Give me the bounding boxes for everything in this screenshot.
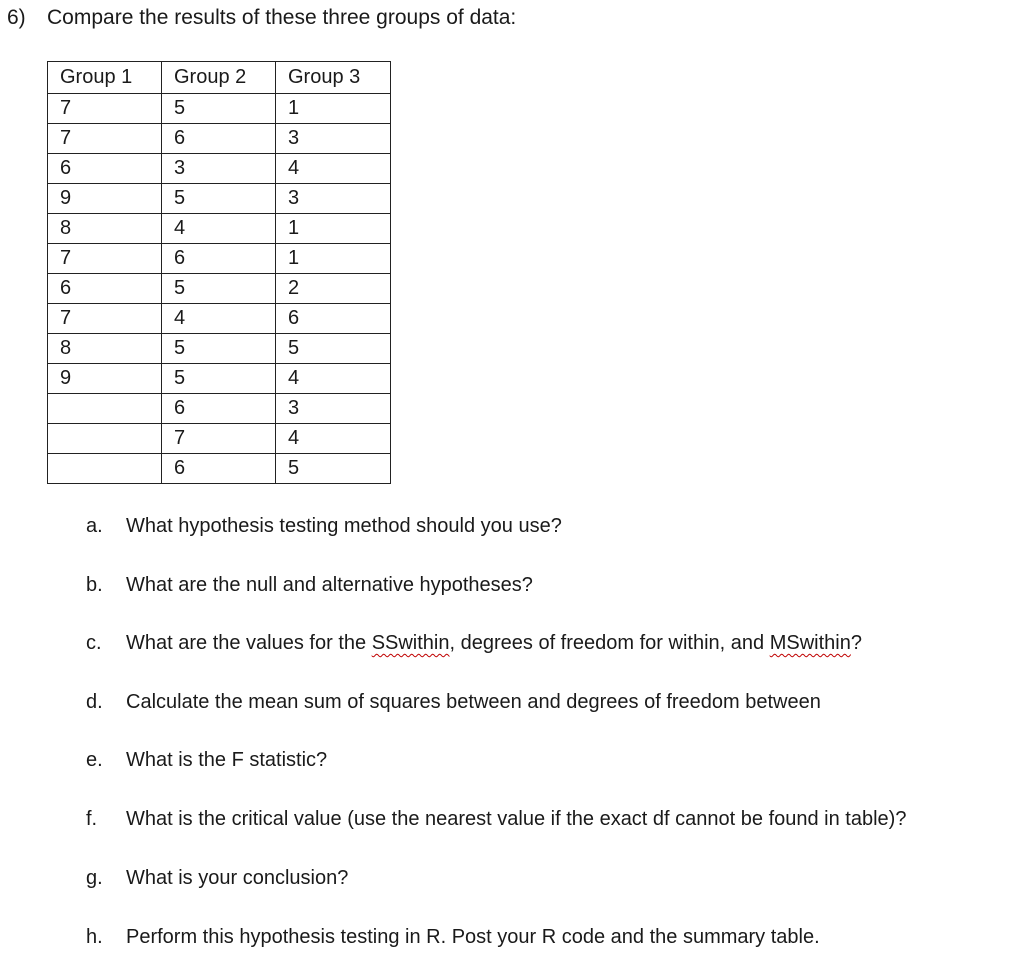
subquestion-text-part-3: ? [850,632,862,654]
table-row [48,334,391,364]
table-cell: 6 [162,394,276,424]
subquestion-a [86,512,562,540]
subquestion-f [86,805,906,833]
table-cell: 6 [276,304,391,334]
table-cell: 6 [48,154,162,184]
table-row [48,424,391,454]
table-cell: 5 [162,274,276,304]
table-row [48,124,391,154]
table-cell: 9 [48,364,162,394]
spellcheck-term-mswithin: MSwithin [769,632,851,654]
table-cell: 6 [162,244,276,274]
subquestion-letter: h. [86,926,103,948]
subquestion-b [86,571,533,599]
subquestion-letter: f. [86,808,98,830]
table-cell: 5 [276,334,391,364]
table-cell: 4 [276,424,391,454]
header-group-1: Group 1 [48,62,162,94]
spellcheck-term-sswithin: SSwithin [371,632,450,654]
subquestion-d [86,688,821,716]
subquestion-text-part-2: , degrees of freedom for within, and [449,632,770,654]
table-row [48,364,391,394]
subquestion-letter: a. [86,515,103,537]
header-group-3: Group 3 [276,62,391,94]
table-cell: 3 [276,184,391,214]
table-row [48,274,391,304]
table-cell: 6 [48,274,162,304]
table-cell: 1 [276,94,391,124]
subquestion-text: What is the F statistic? [126,749,328,771]
question-text: Compare the results of these three groups of data: [47,6,517,29]
table-header-row [48,62,391,94]
subquestion-text: What are the null and alternative hypotheses? [126,574,533,596]
table-cell: 7 [48,304,162,334]
table-cell: 8 [48,214,162,244]
table-cell: 4 [162,304,276,334]
table-row [48,304,391,334]
table-cell: 7 [48,94,162,124]
table-cell [48,454,162,484]
table-cell: 4 [162,214,276,244]
table-cell [48,394,162,424]
subquestion-text: Calculate the mean sum of squares between and degrees of freedom between [126,691,821,713]
subquestion-h [86,923,820,951]
question-heading [7,3,516,33]
table-cell: 3 [276,394,391,424]
table-cell: 5 [276,454,391,484]
table-cell: 4 [276,364,391,394]
table-cell: 3 [276,124,391,154]
subquestion-letter: c. [86,632,102,654]
subquestion-c [86,629,862,657]
subquestion-text-part-1: What are the values for the [126,632,372,654]
table-cell: 5 [162,364,276,394]
header-group-2: Group 2 [162,62,276,94]
table-row [48,154,391,184]
table-cell: 1 [276,244,391,274]
table-row [48,214,391,244]
table-cell [48,424,162,454]
subquestion-e [86,746,327,774]
table-cell: 5 [162,334,276,364]
subquestion-letter: b. [86,574,103,596]
subquestion-letter: g. [86,867,103,889]
table-cell: 7 [48,124,162,154]
subquestion-text: Perform this hypothesis testing in R. Post your R code and the summary table. [126,926,820,948]
table-cell: 9 [48,184,162,214]
table-row [48,94,391,124]
table-cell: 3 [162,154,276,184]
table-cell: 2 [276,274,391,304]
table-row [48,184,391,214]
table-cell: 7 [48,244,162,274]
table-cell: 8 [48,334,162,364]
question-number: 6) [7,6,26,29]
table-row [48,244,391,274]
table-cell: 5 [162,184,276,214]
table-cell: 7 [162,424,276,454]
table-row [48,454,391,484]
subquestion-text: What hypothesis testing method should you use? [126,515,562,537]
table-cell: 1 [276,214,391,244]
data-table [47,61,391,484]
table-cell: 5 [162,94,276,124]
subquestion-g [86,864,348,892]
subquestion-text: What is the critical value (use the nearest value if the exact df cannot be found in table)? [126,808,907,830]
table-cell: 6 [162,124,276,154]
table-cell: 6 [162,454,276,484]
table-cell: 4 [276,154,391,184]
subquestion-text: What is your conclusion? [126,867,349,889]
subquestion-letter: d. [86,691,103,713]
table-row [48,394,391,424]
subquestion-letter: e. [86,749,103,771]
